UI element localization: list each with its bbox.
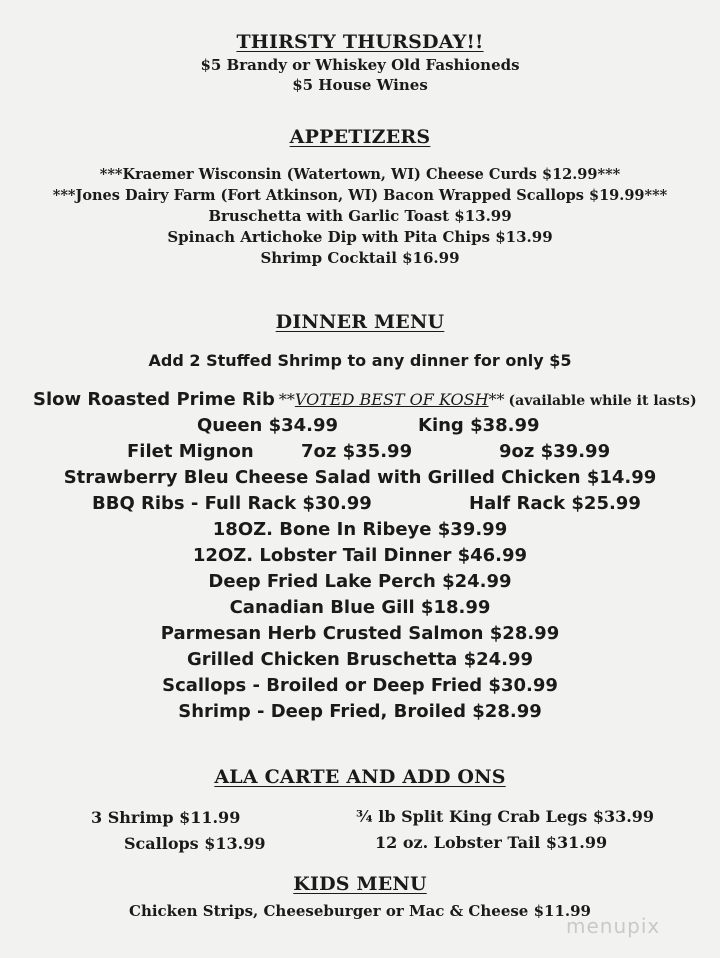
bbq-ribs-full: BBQ Ribs - Full Rack $30.99 [92,493,372,514]
dinner-item: Deep Fried Lake Perch $24.99 [208,571,512,592]
kids-menu-heading: KIDS MENU [293,873,427,895]
dinner-item: Parmesan Herb Crusted Salmon $28.99 [160,623,560,644]
appetizers-heading: APPETIZERS [289,126,431,148]
voted-best-of-kosh: VOTED BEST OF KOSH [294,390,489,409]
prime-rib-queen: Queen $34.99 [197,415,339,436]
dinner-note: Add 2 Stuffed Shrimp to any dinner for only $5 [148,351,572,370]
dinner-item: 18OZ. Bone In Ribeye $39.99 [212,519,508,540]
filet-mignon-7oz: 7oz $35.99 [301,441,413,462]
appetizer-item: Bruschetta with Garlic Toast $13.99 [208,207,512,225]
prime-rib-king: King $38.99 [418,415,540,436]
ala-carte-heading: ALA CARTE AND ADD ONS [214,766,506,788]
appetizer-item: ***Kraemer Wisconsin (Watertown, WI) Cheese Curds $12.99*** [99,166,621,183]
kids-menu-line: Chicken Strips, Cheeseburger or Mac & Cheese $11.99 [129,902,591,920]
filet-mignon-9oz: 9oz $39.99 [499,441,611,462]
thirsty-thursday-heading: THIRSTY THURSDAY!! [236,31,484,53]
watermark-logo: menupix [566,914,661,938]
stars-close: ** [488,390,505,409]
stars-open: ** [278,390,295,409]
dinner-item: Grilled Chicken Bruschetta $24.99 [186,649,534,670]
thirsty-line: $5 Brandy or Whiskey Old Fashioneds [200,56,520,74]
appetizer-item: ***Jones Dairy Farm (Fort Atkinson, WI) Bacon Wrapped Scallops $19.99*** [52,187,668,204]
thirsty-line: $5 House Wines [292,76,428,94]
dinner-menu-heading: DINNER MENU [275,311,445,333]
ala-carte-item: 12 oz. Lobster Tail $31.99 [375,833,608,852]
ala-carte-item: Scallops $13.99 [124,834,266,853]
dinner-item: Canadian Blue Gill $18.99 [229,597,491,618]
appetizer-item: Spinach Artichoke Dip with Pita Chips $13.99 [167,228,553,246]
availability-note: (available while it lasts) [508,393,697,409]
filet-mignon-name: Filet Mignon [127,441,254,462]
dinner-item: 12OZ. Lobster Tail Dinner $46.99 [192,545,528,566]
dinner-item: Scallops - Broiled or Deep Fried $30.99 [162,675,558,696]
dinner-item: Strawberry Bleu Cheese Salad with Grilled Chicken $14.99 [63,467,657,488]
ala-carte-item: ¾ lb Split King Crab Legs $33.99 [356,807,655,826]
ala-carte-item: 3 Shrimp $11.99 [91,808,241,827]
bbq-ribs-half: Half Rack $25.99 [469,493,641,514]
appetizer-item: Shrimp Cocktail $16.99 [260,249,460,267]
prime-rib-title: Slow Roasted Prime Rib [33,389,275,410]
dinner-item: Shrimp - Deep Fried, Broiled $28.99 [178,701,542,722]
prime-rib-line [33,389,697,410]
